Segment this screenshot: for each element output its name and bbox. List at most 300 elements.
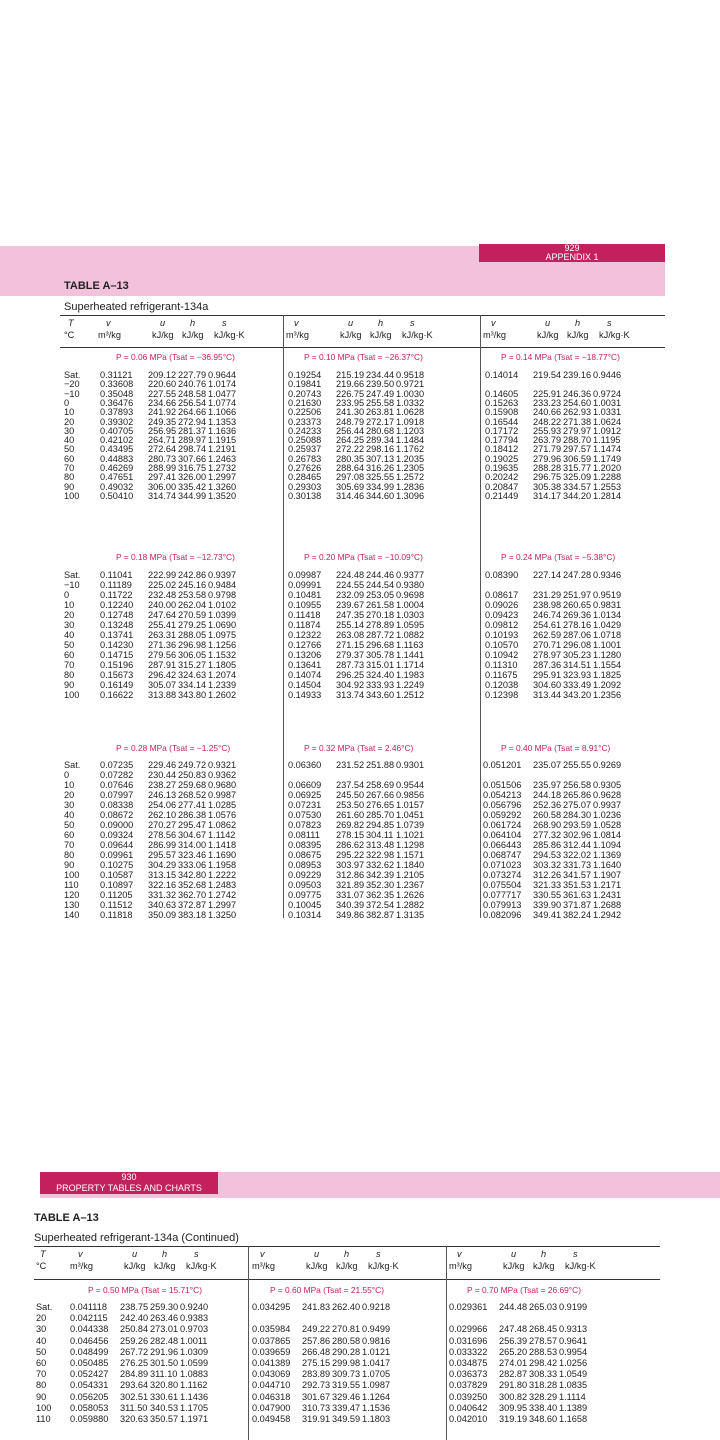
table-cell: 278.15 [336,830,365,840]
table-cell: 1.3520 [208,490,237,501]
table-cell: 0.11818 [100,910,133,920]
table-cell: 1.1280 [593,650,622,660]
table-cell: 289.34 [366,435,395,446]
header-h-unit: kJ/kg [533,1261,555,1271]
table-cell: 1.0576 [208,810,237,820]
table-cell: 244.18 [533,790,562,800]
temperature-cell: 60 [36,1358,47,1368]
table-cell: 0.9380 [396,580,425,590]
table-cell: 0.07997 [100,790,134,800]
table-cell: 294.85 [366,820,395,830]
header-s: s [607,318,612,328]
table-cell: 285.86 [533,840,562,850]
pressure-label: P = 0.50 MPa (Tsat = 15.71°C) [88,1285,202,1295]
table-cell: 316.26 [366,463,395,473]
table-cell: 280.68 [366,425,395,436]
header-u-unit: kJ/kg [503,1261,525,1271]
table-cell: 1.0882 [396,630,425,640]
table-cell: 0.9218 [362,1302,391,1312]
table-cell: 215.19 [336,370,365,380]
table-cell: 371.87 [563,900,592,910]
table-cell: 0.9301 [396,760,425,770]
table-cell: 268.52 [178,790,207,800]
temperature-cell: 10 [64,600,75,610]
table-cell: 338.40 [529,1402,558,1413]
table-cell: 0.23373 [288,416,322,427]
temperature-cell: Sat. [64,370,81,380]
table-cell: 0.9856 [396,790,425,800]
table-cell: 305.69 [336,481,365,492]
table-cell: 0.14074 [288,670,322,680]
table-cell: 312.86 [336,870,365,880]
section-label: PROPERTY TABLES AND CHARTS [56,1183,202,1193]
table-title: Superheated refrigerant-134a [64,301,209,313]
header-v-unit: m³/kg [252,1261,275,1271]
table-cell: 247.64 [148,610,177,620]
table-cell: 372.87 [178,900,207,910]
table-cell: 0.043069 [252,1369,291,1380]
table-rule-header [34,1279,660,1280]
table-cell: 297.41 [148,472,177,483]
table-cell: 270.71 [533,640,562,650]
table-cell: 290.28 [332,1346,361,1357]
table-cell: 322.98 [366,850,395,860]
table-cell: 0.9383 [180,1313,209,1324]
table-cell: 1.1749 [593,453,622,464]
table-cell: 0.9798 [208,590,237,600]
table-cell: 1.0417 [362,1358,391,1368]
table-cell: 1.1658 [559,1414,588,1424]
temperature-cell: 0 [64,590,70,600]
table-cell: 268.90 [533,820,562,830]
table-cell: 0.064104 [483,830,522,840]
pressure-label: P = 0.70 MPa (Tsat = 26.69°C) [467,1285,581,1295]
table-cell: 0.9544 [396,780,425,790]
table-cell: 0.039659 [252,1346,291,1357]
table-cell: 0.036373 [449,1369,488,1380]
table-cell: 240.76 [178,379,207,390]
header-v: v [78,1249,83,1259]
table-cell: 1.2191 [208,444,237,455]
table-cell: 1.3096 [396,490,425,501]
temperature-cell: Sat. [64,570,81,580]
table-cell: 1.1369 [593,850,622,860]
table-cell: 256.95 [148,425,177,436]
table-cell: 296.98 [178,640,207,650]
column-divider [446,1246,447,1440]
table-cell: 0.09991 [288,580,322,590]
table-cell: 261.58 [366,600,395,610]
table-cell: 0.9703 [180,1324,209,1335]
table-cell: 239.67 [336,600,365,610]
table-cell: 271.15 [336,640,365,650]
table-cell: 235.07 [533,760,562,770]
table-cell: 0.15196 [100,660,134,670]
table-cell: 1.0121 [362,1346,391,1357]
table-cell: 1.2339 [208,680,237,690]
table-cell: 0.07231 [288,800,322,810]
table-cell: 270.27 [148,820,177,830]
table-cell: 263.31 [148,630,177,640]
table-cell: 0.09324 [100,830,134,840]
table-cell: 0.09775 [288,890,322,900]
table-cell: 235.97 [533,780,562,790]
table-cell: 1.1705 [180,1402,209,1413]
table-cell: 334.14 [178,680,207,690]
table-cell: 287.91 [148,660,177,670]
temperature-cell: 110 [64,880,79,890]
table-cell: 288.70 [563,435,592,446]
table-cell: 1.1554 [593,660,622,670]
table-cell: 0.052427 [70,1369,109,1380]
table-cell: 0.11512 [100,900,133,910]
header-v: v [260,1249,265,1259]
temperature-cell: 130 [64,900,80,910]
header-h: h [162,1249,168,1259]
table-cell: 0.11041 [100,570,133,580]
table-cell: 0.9698 [396,590,425,600]
table-cell: 230.44 [148,770,177,780]
table-cell: 270.59 [178,610,207,620]
table-cell: 1.1114 [559,1391,586,1402]
table-cell: 0.08675 [288,850,322,860]
table-cell: 334.57 [563,481,592,492]
table-cell: 0.21630 [288,397,322,408]
table-cell: 0.9305 [593,780,622,790]
table-cell: 0.09423 [485,610,519,620]
table-cell: 0.056796 [483,800,522,810]
table-cell: 245.50 [336,790,365,800]
table-cell: 1.0549 [559,1369,588,1380]
table-cell: 224.55 [336,580,365,590]
table-cell: 246.13 [148,790,177,800]
table-cell: 1.1825 [593,670,622,680]
table-cell: 0.21449 [485,490,519,501]
table-cell: 329.46 [332,1391,361,1402]
table-cell: 233.95 [336,397,365,408]
table-cell: 304.92 [336,680,365,690]
table-cell: 1.0718 [593,630,622,640]
table-cell: 1.0011 [180,1335,208,1346]
table-cell: 293.64 [120,1380,149,1391]
header-v-unit: m³/kg [483,330,506,340]
table-cell: 341.57 [563,870,592,880]
table-cell: 257.86 [302,1335,331,1346]
table-cell: 0.28465 [288,472,322,483]
table-cell: 339.47 [332,1402,361,1413]
table-cell: 350.57 [150,1414,179,1424]
header-s-unit: kJ/kg·K [368,1261,399,1271]
table-cell: 344.60 [366,490,395,501]
table-cell: 0.20743 [288,388,322,399]
table-cell: 1.0628 [396,407,425,418]
table-cell: 315.77 [563,463,592,473]
table-cell: 272.17 [366,416,395,427]
table-cell: 0.40705 [100,425,134,436]
table-cell: 331.32 [148,890,177,900]
table-rule-top [60,315,665,316]
table-cell: 238.27 [148,780,177,790]
table-cell: 302.96 [563,830,592,840]
table-cell: 271.79 [533,444,562,455]
table-cell: 0.9937 [593,800,622,810]
table-cell: 229.46 [148,760,177,770]
table-cell: 272.94 [178,416,207,427]
table-cell: 0.9321 [208,760,237,770]
table-cell: 255.93 [533,425,562,436]
header-T: T [40,1249,46,1259]
table-cell: 242.86 [178,570,207,580]
table-cell: 278.89 [366,620,395,630]
table-cell: 0.15263 [485,397,519,408]
table-cell: 0.10481 [288,590,322,600]
table-cell: 1.1958 [208,860,237,870]
table-cell: 1.1021 [396,830,425,840]
table-cell: 0.10897 [100,880,134,890]
table-cell: 1.2742 [208,890,237,900]
table-cell: 0.029966 [449,1324,488,1335]
table-cell: 0.056205 [70,1391,109,1402]
table-cell: 311.10 [150,1369,178,1380]
table-title: Superheated refrigerant-134a (Continued) [34,1232,239,1244]
table-cell: 0.19025 [485,453,519,464]
table-cell: 0.12038 [485,680,519,690]
table-cell: 333.49 [563,680,592,690]
table-cell: 314.17 [533,490,562,501]
table-cell: 248.22 [533,416,562,427]
table-cell: 0.10942 [485,650,519,660]
table-cell: 256.58 [563,780,592,790]
header-s-unit: kJ/kg·K [565,1261,596,1271]
table-cell: 250.83 [178,770,207,780]
table-cell: 0.07235 [100,760,134,770]
page-number: 930 [121,1172,137,1182]
table-cell: 295.47 [178,820,207,830]
table-cell: 225.91 [533,388,562,399]
header-u-unit: kJ/kg [340,330,362,340]
header-h-unit: kJ/kg [182,330,204,340]
table-cell: 321.33 [533,880,562,890]
table-cell: 251.97 [563,590,592,600]
table-cell: 343.60 [366,690,395,700]
header-h-unit: kJ/kg [370,330,392,340]
table-cell: 288.28 [533,463,562,473]
table-cell: 0.075504 [483,880,522,890]
table-cell: 295.22 [336,850,365,860]
header-s-unit: kJ/kg·K [186,1261,217,1271]
column-divider [283,315,284,918]
table-cell: 0.19254 [288,370,322,380]
table-cell: 0.06609 [288,780,322,790]
table-cell: 0.9397 [208,570,237,580]
table-cell: 0.07823 [288,820,322,830]
table-cell: 0.09961 [100,850,134,860]
table-cell: 1.2942 [593,910,622,920]
table-cell: 261.60 [336,810,365,820]
table-cell: 1.0883 [180,1369,209,1380]
table-cell: 241.92 [148,407,177,418]
table-cell: 0.058053 [70,1402,109,1413]
table-cell: 0.9240 [180,1302,209,1312]
table-cell: 0.12766 [288,640,322,650]
table-cell: 1.2105 [396,870,425,880]
table-cell: 351.53 [563,880,592,890]
table-cell: 255.58 [366,397,395,408]
table-cell: 262.40 [332,1302,361,1312]
table-cell: 0.9313 [559,1324,588,1335]
table-cell: 241.30 [336,407,365,418]
table-cell: 0.14605 [485,388,519,399]
table-cell: 0.13741 [100,630,134,640]
table-cell: 0.10955 [288,600,322,610]
table-cell: 299.98 [332,1358,361,1368]
table-cell: 1.0399 [208,610,237,620]
table-cell: 1.2997 [208,472,237,483]
pressure-label: P = 0.20 MPa (Tsat = −10.09°C) [304,552,423,562]
table-cell: 343.80 [178,690,207,700]
table-cell: 1.0599 [180,1358,209,1368]
table-cell: 1.0309 [180,1346,209,1357]
table-cell: 1.2222 [208,870,237,880]
table-cell: 0.9954 [559,1346,588,1357]
table-cell: 0.9644 [208,370,237,380]
table-cell: 247.35 [336,610,365,620]
table-cell: 301.67 [302,1391,331,1402]
table-cell: 1.3260 [208,481,237,492]
table-cell: 0.16544 [485,416,519,427]
table-cell: 340.63 [148,900,177,910]
table-cell: 1.0987 [362,1380,391,1391]
table-cell: 350.09 [148,910,177,920]
table-cell: 1.2431 [593,890,622,900]
table-cell: 0.9199 [559,1302,588,1312]
table-cell: 262.93 [563,407,592,418]
table-cell: 1.0918 [396,416,425,427]
table-cell: 0.08953 [288,860,322,870]
table-cell: 1.1264 [362,1391,391,1402]
table-cell: 322.16 [148,880,177,890]
table-cell: 296.25 [336,670,365,680]
table-cell: 240.66 [533,407,562,418]
temperature-cell: 20 [64,416,75,427]
table-cell: 318.28 [529,1380,558,1391]
table-cell: 263.08 [336,630,365,640]
table-cell: 0.073274 [483,870,522,880]
header-u: u [511,1249,517,1259]
table-cell: 328.29 [529,1391,558,1402]
table-cell: 1.0236 [593,810,622,820]
table-cell: 256.44 [336,425,365,436]
table-cell: 0.15908 [485,407,519,418]
table-cell: 349.41 [533,910,562,920]
table-cell: 1.0031 [593,397,622,408]
temperature-cell: 30 [64,425,75,436]
table-cell: 1.1163 [396,640,424,650]
table-cell: 314.00 [178,840,207,850]
table-cell: 1.2997 [208,900,237,910]
pressure-label: P = 0.40 MPa (Tsat = 8.91°C) [501,743,611,753]
table-cell: 0.12322 [288,630,322,640]
table-cell: 1.1803 [362,1414,391,1424]
table-cell: 0.046318 [252,1391,291,1402]
table-cell: 0.13248 [100,620,134,630]
temperature-cell: 0 [64,397,70,408]
header-s-unit: kJ/kg·K [402,330,433,340]
table-cell: 279.96 [533,453,562,464]
table-cell: 0.044710 [252,1380,291,1391]
table-cell: 0.50410 [100,490,134,501]
table-cell: 0.059880 [70,1414,109,1424]
table-cell: 1.1353 [208,416,237,427]
table-cell: 296.42 [148,670,177,680]
temperature-cell: 100 [64,870,80,880]
temperature-cell: 70 [64,463,75,473]
table-cell: 239.16 [563,370,592,380]
temperature-cell: 10 [64,780,75,790]
table-cell: 1.2483 [208,880,237,890]
table-cell: 0.066443 [483,840,522,850]
header-v-unit: m³/kg [98,330,121,340]
table-cell: 287.36 [533,660,562,670]
table-cell: 276.65 [366,800,395,810]
table-cell: 0.068747 [483,850,522,860]
table-cell: 0.09987 [288,570,322,580]
table-cell: 1.1484 [396,435,425,446]
table-cell: 254.06 [148,800,177,810]
table-cell: 372.54 [366,900,395,910]
table-cell: 280.35 [336,453,365,464]
temperature-cell: 90 [64,680,75,690]
table-cell: 263.79 [533,435,562,446]
table-cell: 1.1640 [593,860,622,870]
table-cell: 222.99 [148,570,177,580]
table-cell: 0.9346 [593,570,622,580]
table-cell: 238.98 [533,600,562,610]
header-v: v [457,1249,462,1259]
temperature-cell: 80 [64,670,75,680]
table-cell: 314.46 [336,490,365,501]
table-cell: 0.079913 [483,900,522,910]
table-cell: 0.26783 [288,453,322,464]
temperature-cell: 100 [36,1402,52,1413]
table-cell: 1.3250 [208,910,237,920]
temperature-cell: 60 [64,453,75,464]
table-cell: 0.09644 [100,840,134,850]
table-cell: 258.69 [366,780,395,790]
temperature-cell: 90 [64,481,75,492]
table-cell: 342.39 [366,870,395,880]
table-cell: 1.1441 [396,650,425,660]
table-cell: 1.0477 [208,388,237,399]
table-cell: 0.10045 [288,900,322,910]
header-s: s [194,1249,199,1259]
table-cell: 0.14230 [100,640,134,650]
table-cell: 309.73 [332,1369,361,1380]
table-cell: 0.27626 [288,463,322,473]
table-cell: 309.95 [499,1402,528,1413]
table-cell: 1.1142 [208,830,236,840]
table-cell: 255.14 [336,620,365,630]
table-cell: 280.73 [148,453,177,464]
table-cell: 0.037829 [449,1380,488,1391]
table-cell: 0.19841 [288,379,322,390]
table-cell: 304.60 [533,680,562,690]
table-cell: 0.042010 [449,1414,488,1424]
table-cell: 0.9628 [593,790,622,800]
table-cell: 1.1536 [362,1402,391,1413]
table-cell: 330.61 [150,1391,179,1402]
temperature-cell: 40 [64,435,75,446]
